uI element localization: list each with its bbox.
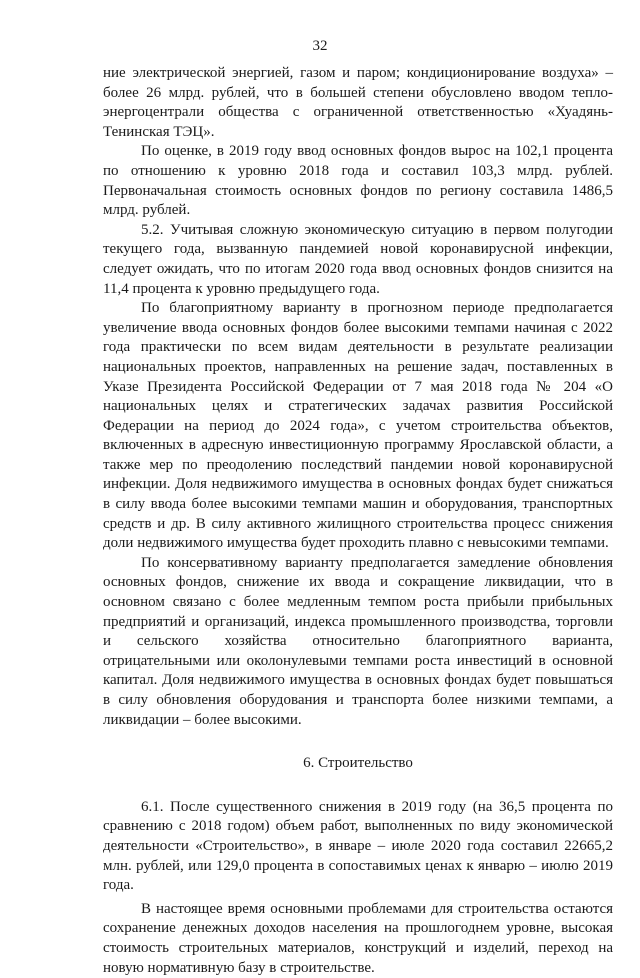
paragraph-6-1: 6.1. После существенного снижения в 2019 году (на 36,5 процента по сравнению с 2018 годом) объем работ, выполненных по виду экономической деятельности «Строительство», в январе – июле 2020 года составил 22665,2 млн. рублей, или 129,0 процента в сопоставимых ценах к январю – июлю 2019 года. [103,798,613,894]
paragraph-favorable-variant: По благоприятному варианту в прогнозном периоде предполагается увеличение ввода основных фондов более высокими темпами начиная с 2022 года практически по всем видам деятельности в результате реализации национальных проектов, направленных на решение задач, поставленных в Указе Президента Российской Федерации от 7 мая 2018 года № 204 «О национальных целях и стратегических задачах развития Российской Федерации на период до 2024 года», с учетом строительства объектов, включенных в адресную инвестиционную программу Ярославской области, а также мер по преодолению последствий пандемии новой коронавирусной инфекции. Доля недвижимого имущества в основных фондах будет снижаться в силу ввода более высокими темпами машин и оборудования, транспортных средств и др. В силу активного жилищного строительства процесс снижения доли недвижимого имущества будет проходить плавно с невысокими темпами. [103,300,613,552]
paragraph-fixed-assets-2019: По оценке, в 2019 году ввод основных фондов вырос на 102,1 процента по отношению к уровню 2018 года и составил 103,3 млрд. рублей. Первоначальная стоимость основных фондов по региону составила 1486,5 млрд. рублей. [103,143,613,219]
section-heading: 6. Строительство [303,755,413,772]
page-number: 32 [312,38,328,54]
paragraph-5-2: 5.2. Учитывая сложную экономическую ситуацию в первом полугодии текущего года, вызванную пандемией новой коронавирусной инфекции, следует ожидать, что по итогам 2020 года ввод основных фондов снизится на 11,4 процента к уровню предыдущего года. [103,221,613,297]
paragraph-continuation: ние электрической энергией, газом и паром; кондиционирование воздуха» – более 26 млрд. рублей, что в большей степени обусловлено вводом тепло-энергоцентрали общества с ограниченной ответственностью «Хуадянь-Тенинская ТЭЦ». [103,65,613,140]
document-body [103,64,613,978]
paragraph-conservative-variant: По консервативному варианту предполагается замедление обновления основных фондов, снижение их ввода и сокращение ликвидации, что в основном связано с более медленным темпом роста прибыли прибыльных предприятий и организаций, индекса промышленного производства, торговли и сельского хозяйства относительно благоприятного варианта, отрицательными или околонулевыми темпами роста инвестиций в основной капитал. Доля недвижимого имущества в основных фондах будет повышаться в силу обновления оборудования и транспорта более низкими темпами, а ликвидации – более высокими. [103,554,613,728]
paragraph-construction-problems: В настоящее время основными проблемами для строительства остаются сохранение денежных доходов населения на прошлогоднем уровне, высокая стоимость строительных материалов, конструкций и изделий, переход на новую нормативную базу в строительстве. [103,900,613,976]
